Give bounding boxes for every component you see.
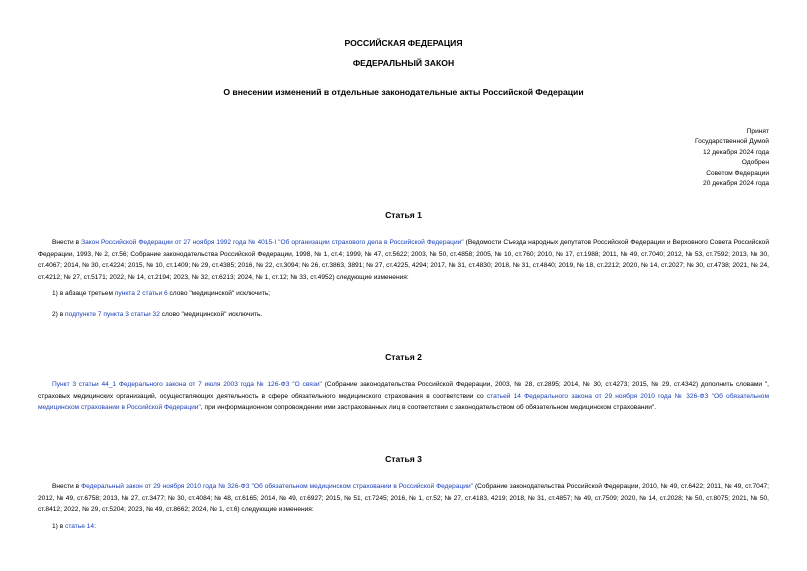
article-1-intro [38, 237, 769, 283]
law-link[interactable]: пункта 2 статьи 6 [114, 290, 168, 297]
text-fragment: Внести в [52, 483, 82, 490]
article-3-item-1 [38, 521, 769, 533]
adoption-line: Принят [746, 128, 769, 135]
article-2-body [38, 379, 769, 414]
text-fragment: (Собрание законодательства Российской Федерации, 2003, № 28, ст.2895; 2014, № 30, ст.4273; 2015, № 29, ст.4342) дополнить словами ", страховых медицинских организаций, осуществляющих деятельность в сфере обязательного медицинского страхования в соответствии со [38, 381, 769, 400]
text-fragment: 1) в [52, 523, 66, 530]
adoption-line: 20 декабря 2024 года [703, 180, 769, 188]
law-link[interactable]: подпункте 7 пункта 3 статьи 32 [65, 311, 160, 318]
text-fragment: : [94, 523, 96, 530]
adoption-line: 12 декабря 2024 года [703, 148, 769, 156]
article-1-item-2 [38, 309, 769, 321]
law-link[interactable]: статье 14 [65, 523, 95, 530]
law-link[interactable]: статьей 14 Федерального закона от 29 ноября 2010 года № 326-ФЗ "Об обязательном медицинском страховании в Российской Федерации" [38, 392, 769, 411]
article-1-item-1 [38, 288, 769, 300]
law-link[interactable]: Закон Российской Федерации от 27 ноября 1992 года № 4015-I "Об организации страхового дела в Российской Федерации" [81, 239, 464, 246]
article-1-heading: Статья 1 [385, 210, 422, 220]
law-link[interactable]: Федеральный закон от 29 ноября 2010 года № 326-ФЗ "Об обязательном медицинском страховании в Российской Федерации" [81, 483, 473, 490]
text-fragment: слово "медицинской" исключить; [167, 290, 271, 297]
text-fragment: слово "медицинской" исключить. [159, 311, 263, 318]
law-title: О внесении изменений в отдельные законодательные акты Российской Федерации [223, 87, 584, 97]
adoption-block [695, 127, 769, 189]
article-2-heading: Статья 2 [385, 352, 422, 362]
article-3-heading: Статья 3 [385, 454, 422, 464]
text-fragment: (Ведомости Съезда народных депутатов Российской Федерации и Верховного Совета Российской Федерации, 1993, № 2, ст.56; Собрание законодательства Российской Федерации, 1998, № 1, ст.4; 1999, № 47, ст.5622; 2003, № 50, ст.4858; 2005, № 10, ст.760; 2010, № 17, ст.1988; 2011, № 49, ст.7040; 2012, № 53, ст.7592; 2013, № 30, ст.4067; 2014, № 30, ст.4224; 2015, № 10, ст.1409; № 29, ст.4385; 2016, № 22, ст.3094; № 26, ст.3863, 3891; № 27, ст.4225, 4294; 2017, № 31, ст.4830; 2018, № 31, ст.4840; 2019, № 18, ст.2212; 2020, № 14, ст.2027; № 30, ст.4738; 2021, № 24, ст.4212; № 27, ст.5171; 2022, № 14, ст.2194; 2023, № 32, ст.6213; 2024, № 1, ст.12; № 33, ст.4952) следующие изменения: [38, 239, 770, 281]
text-fragment: (Собрание законодательства Российской Федерации, 2010, № 49, ст.6422; 2011, № 49, ст.7047; 2012, № 49, ст.6758; 2013, № 27, ст.3477; № 30, ст.4084; № 48, ст.6165; 2014, № 49, ст.6927; 2015, № 51, ст.7245; 2016, № 1, ст.52; № 27, ст.4183, 4219; 2018, № 31, ст.4857; № 49, ст.7509; 2020, № 14, ст.2028; № 50, ст.8075; 2021, № 50, ст.8412; 2022, № 29, ст.5204; 2023, № 49, ст.8662; 2024, № 1, ст.6) следующие изменения: [38, 483, 769, 513]
adoption-line: Одобрен [741, 159, 769, 167]
text-fragment: 1) в абзаце третьем [52, 290, 115, 297]
law-kind-heading: ФЕДЕРАЛЬНЫЙ ЗАКОН [352, 58, 455, 68]
adoption-line: Советом Федерации [706, 169, 769, 177]
law-link[interactable]: Пункт 3 статьи 44_1 Федерального закона от 7 июля 2003 года № 126-ФЗ "О связи" [52, 381, 322, 388]
text-fragment: 2) в [52, 311, 66, 318]
country-heading: РОССИЙСКАЯ ФЕДЕРАЦИЯ [344, 38, 463, 48]
adoption-line: Государственной Думой [695, 138, 769, 146]
text-fragment: Внести в [52, 239, 82, 246]
text-fragment: , при информационном сопровождении ими застрахованных лиц в соответствии с законодательством об обязательном медицинском страховании". [200, 404, 657, 411]
article-3-intro [38, 481, 769, 516]
